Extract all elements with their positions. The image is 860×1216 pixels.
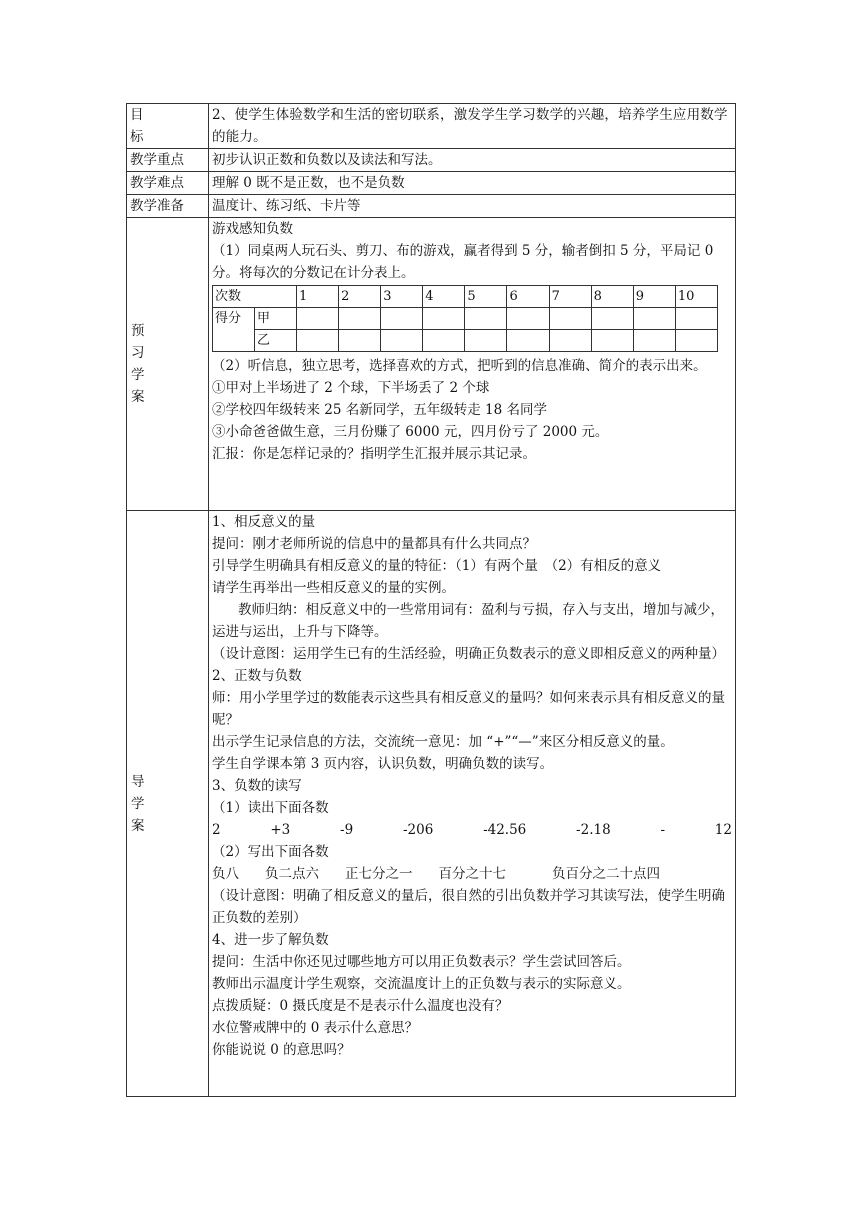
score-cell[interactable] <box>507 308 549 330</box>
score-cell[interactable] <box>465 308 507 330</box>
score-cell[interactable] <box>297 308 339 330</box>
score-row-player-1 <box>213 308 718 330</box>
score-cell[interactable] <box>423 308 465 330</box>
score-col-8: 8 <box>591 286 633 308</box>
write-word: 负百分之二十点四 <box>552 866 660 882</box>
score-cell[interactable] <box>549 330 591 352</box>
guide-section-2-question: 师：用小学里学过的数能表示这些具有相反意义的量吗？如何来表示具有相反意义的量呢？ <box>212 690 725 728</box>
guide-section-2-self-study: 学生自学课本第 3 页内容，认识负数，明确负数的读写。 <box>212 756 554 772</box>
score-col-9: 9 <box>633 286 675 308</box>
score-col-2: 2 <box>339 286 381 308</box>
goal-text: 2、使学生体验数学和生活的密切联系，激发学生学习数学的兴趣，培养学生应用数学的能力。 <box>209 104 736 149</box>
guide-section-2-title: 2、正数与负数 <box>212 668 302 684</box>
score-cell[interactable] <box>591 330 633 352</box>
preview-label-char-1: 预 <box>131 323 145 339</box>
score-col-10: 10 <box>675 286 717 308</box>
key-point-label: 教学重点 <box>127 149 209 172</box>
preview-label-char-4: 案 <box>131 389 145 405</box>
guide-label-char-1: 导 <box>131 773 145 790</box>
guide-label-char-2: 学 <box>131 795 145 812</box>
guide-content <box>209 511 736 1097</box>
score-player-2: 乙 <box>255 330 297 352</box>
score-table <box>212 285 718 352</box>
score-col-5: 5 <box>465 286 507 308</box>
read-number: 12 <box>714 822 732 838</box>
score-cell[interactable] <box>507 330 549 352</box>
score-row-label: 得分 <box>213 308 255 352</box>
guide-section-2-method: 出示学生记录信息的方法，交流统一意见：加 “+”“—”来区分相反意义的量。 <box>212 734 674 750</box>
preview-item-1: ①甲对上半场进了 2 个球，下半场丢了 2 个球 <box>212 380 490 396</box>
read-number: 2 <box>212 822 221 838</box>
difficulty-text: 理解 0 既不是正数，也不是负数 <box>209 172 736 195</box>
write-word: 百分之十七 <box>438 866 506 882</box>
guide-label-char-3: 案 <box>131 817 145 834</box>
guide-section-3-title: 3、负数的读写 <box>212 778 302 794</box>
preview-label <box>127 218 209 511</box>
score-cell[interactable] <box>339 308 381 330</box>
score-cell[interactable] <box>633 330 675 352</box>
preview-paragraph-1: （1）同桌两人玩石头、剪刀、布的游戏，赢者得到 5 分，输者倒扣 5 分，平局记 0 分。将每次的分数记在计分表上。 <box>212 243 714 281</box>
write-word: 正七分之一 <box>345 866 413 882</box>
guide-section-1-question: 提问：刚才老师所说的信息中的量都具有什么共同点？ <box>212 536 536 552</box>
preview-report: 汇报：你是怎样记录的？指明学生汇报并展示其记录。 <box>212 446 536 462</box>
preview-item-3: ③小命爸爸做生意，三月份赚了 6000 元，四月份亏了 2000 元。 <box>212 424 609 440</box>
guide-section-4-zero: 你能说说 0 的意思吗？ <box>212 1042 351 1058</box>
read-number: -42.56 <box>483 822 527 838</box>
preparation-text: 温度计、练习纸、卡片等 <box>209 195 736 218</box>
preparation-row <box>127 195 736 218</box>
score-col-4: 4 <box>423 286 465 308</box>
read-number: -9 <box>340 822 354 838</box>
difficulty-label: 教学难点 <box>127 172 209 195</box>
guide-section-4-question: 提问：生活中你还见过哪些地方可以用正负数表示？学生尝试回答后。 <box>212 954 631 970</box>
score-col-3: 3 <box>381 286 423 308</box>
preview-label-char-3: 学 <box>131 367 145 383</box>
write-word: 负八 <box>212 866 239 882</box>
score-player-1: 甲 <box>255 308 297 330</box>
score-cell[interactable] <box>675 330 717 352</box>
guide-section-3-write-prompt: （2）写出下面各数 <box>212 844 329 860</box>
score-cell[interactable] <box>675 308 717 330</box>
preview-item-2: ②学校四年级转来 25 名新同学，五年级转走 18 名同学 <box>212 402 548 418</box>
guide-section-3-design: （设计意图：明确了相反意义的量后，很自然的引出负数并学习其读写法，使学生明确正负数的差别） <box>212 888 725 926</box>
guide-section-1-feature: 引导学生明确具有相反意义的量的特征：（1）有两个量 （2）有相反的意义 <box>212 558 662 574</box>
goal-row <box>127 104 736 149</box>
write-word: 负二点六 <box>265 866 319 882</box>
preview-label-char-2: 习 <box>131 345 145 361</box>
key-point-row <box>127 149 736 172</box>
lesson-plan-table <box>126 103 736 1097</box>
goal-label-line1: 目 <box>130 107 144 123</box>
guide-section-4-water-level: 水位警戒牌中的 0 表示什么意思？ <box>212 1020 419 1036</box>
read-numbers-list <box>212 819 732 841</box>
key-point-text: 初步认识正数和负数以及读法和写法。 <box>209 149 736 172</box>
guide-section-1-design: （设计意图：运用学生已有的生活经验，明确正负数表示的意义即相反意义的两种量） <box>212 646 725 662</box>
preview-heading: 游戏感知负数 <box>212 221 293 237</box>
guide-label <box>127 511 209 1097</box>
score-cell[interactable] <box>633 308 675 330</box>
goal-label <box>127 104 209 149</box>
preparation-label: 教学准备 <box>127 195 209 218</box>
score-col-7: 7 <box>549 286 591 308</box>
score-cell[interactable] <box>381 330 423 352</box>
read-number: -2.18 <box>576 822 611 838</box>
guide-row <box>127 511 736 1097</box>
guide-section-4-thermometer: 教师出示温度计学生观察，交流温度计上的正负数与表示的实际意义。 <box>212 976 631 992</box>
score-cell[interactable] <box>423 330 465 352</box>
read-number: -206 <box>402 822 434 838</box>
score-cell[interactable] <box>297 330 339 352</box>
score-cell[interactable] <box>339 330 381 352</box>
score-row-player-2 <box>213 330 718 352</box>
score-header-label: 次数 <box>213 286 297 308</box>
score-cell[interactable] <box>591 308 633 330</box>
goal-label-line2: 标 <box>130 129 144 145</box>
score-col-6: 6 <box>507 286 549 308</box>
score-cell[interactable] <box>465 330 507 352</box>
difficulty-row <box>127 172 736 195</box>
score-header-row <box>213 286 718 308</box>
read-number: +3 <box>270 822 291 838</box>
preview-paragraph-2: （2）听信息，独立思考，选择喜欢的方式，把听到的信息准确、简介的表示出来。 <box>212 358 707 374</box>
write-words-list <box>212 863 732 885</box>
guide-section-1-title: 1、相反意义的量 <box>212 514 316 530</box>
preview-content <box>209 218 736 511</box>
guide-section-1-summary: 教师归纳：相反意义中的一些常用词有：盈利与亏损，存入与支出，增加与减少，运进与运出，上升与下降等。 <box>212 602 724 640</box>
guide-section-4-title: 4、进一步了解负数 <box>212 932 329 948</box>
score-col-1: 1 <box>297 286 339 308</box>
read-number: - <box>660 822 665 838</box>
score-cell[interactable] <box>549 308 591 330</box>
guide-section-4-doubt: 点拨质疑：0 摄氏度是不是表示什么温度也没有？ <box>212 998 509 1014</box>
preview-row <box>127 218 736 511</box>
guide-section-3-read-prompt: （1）读出下面各数 <box>212 800 329 816</box>
score-cell[interactable] <box>381 308 423 330</box>
guide-section-1-example: 请学生再举出一些相反意义的量的实例。 <box>212 580 455 596</box>
